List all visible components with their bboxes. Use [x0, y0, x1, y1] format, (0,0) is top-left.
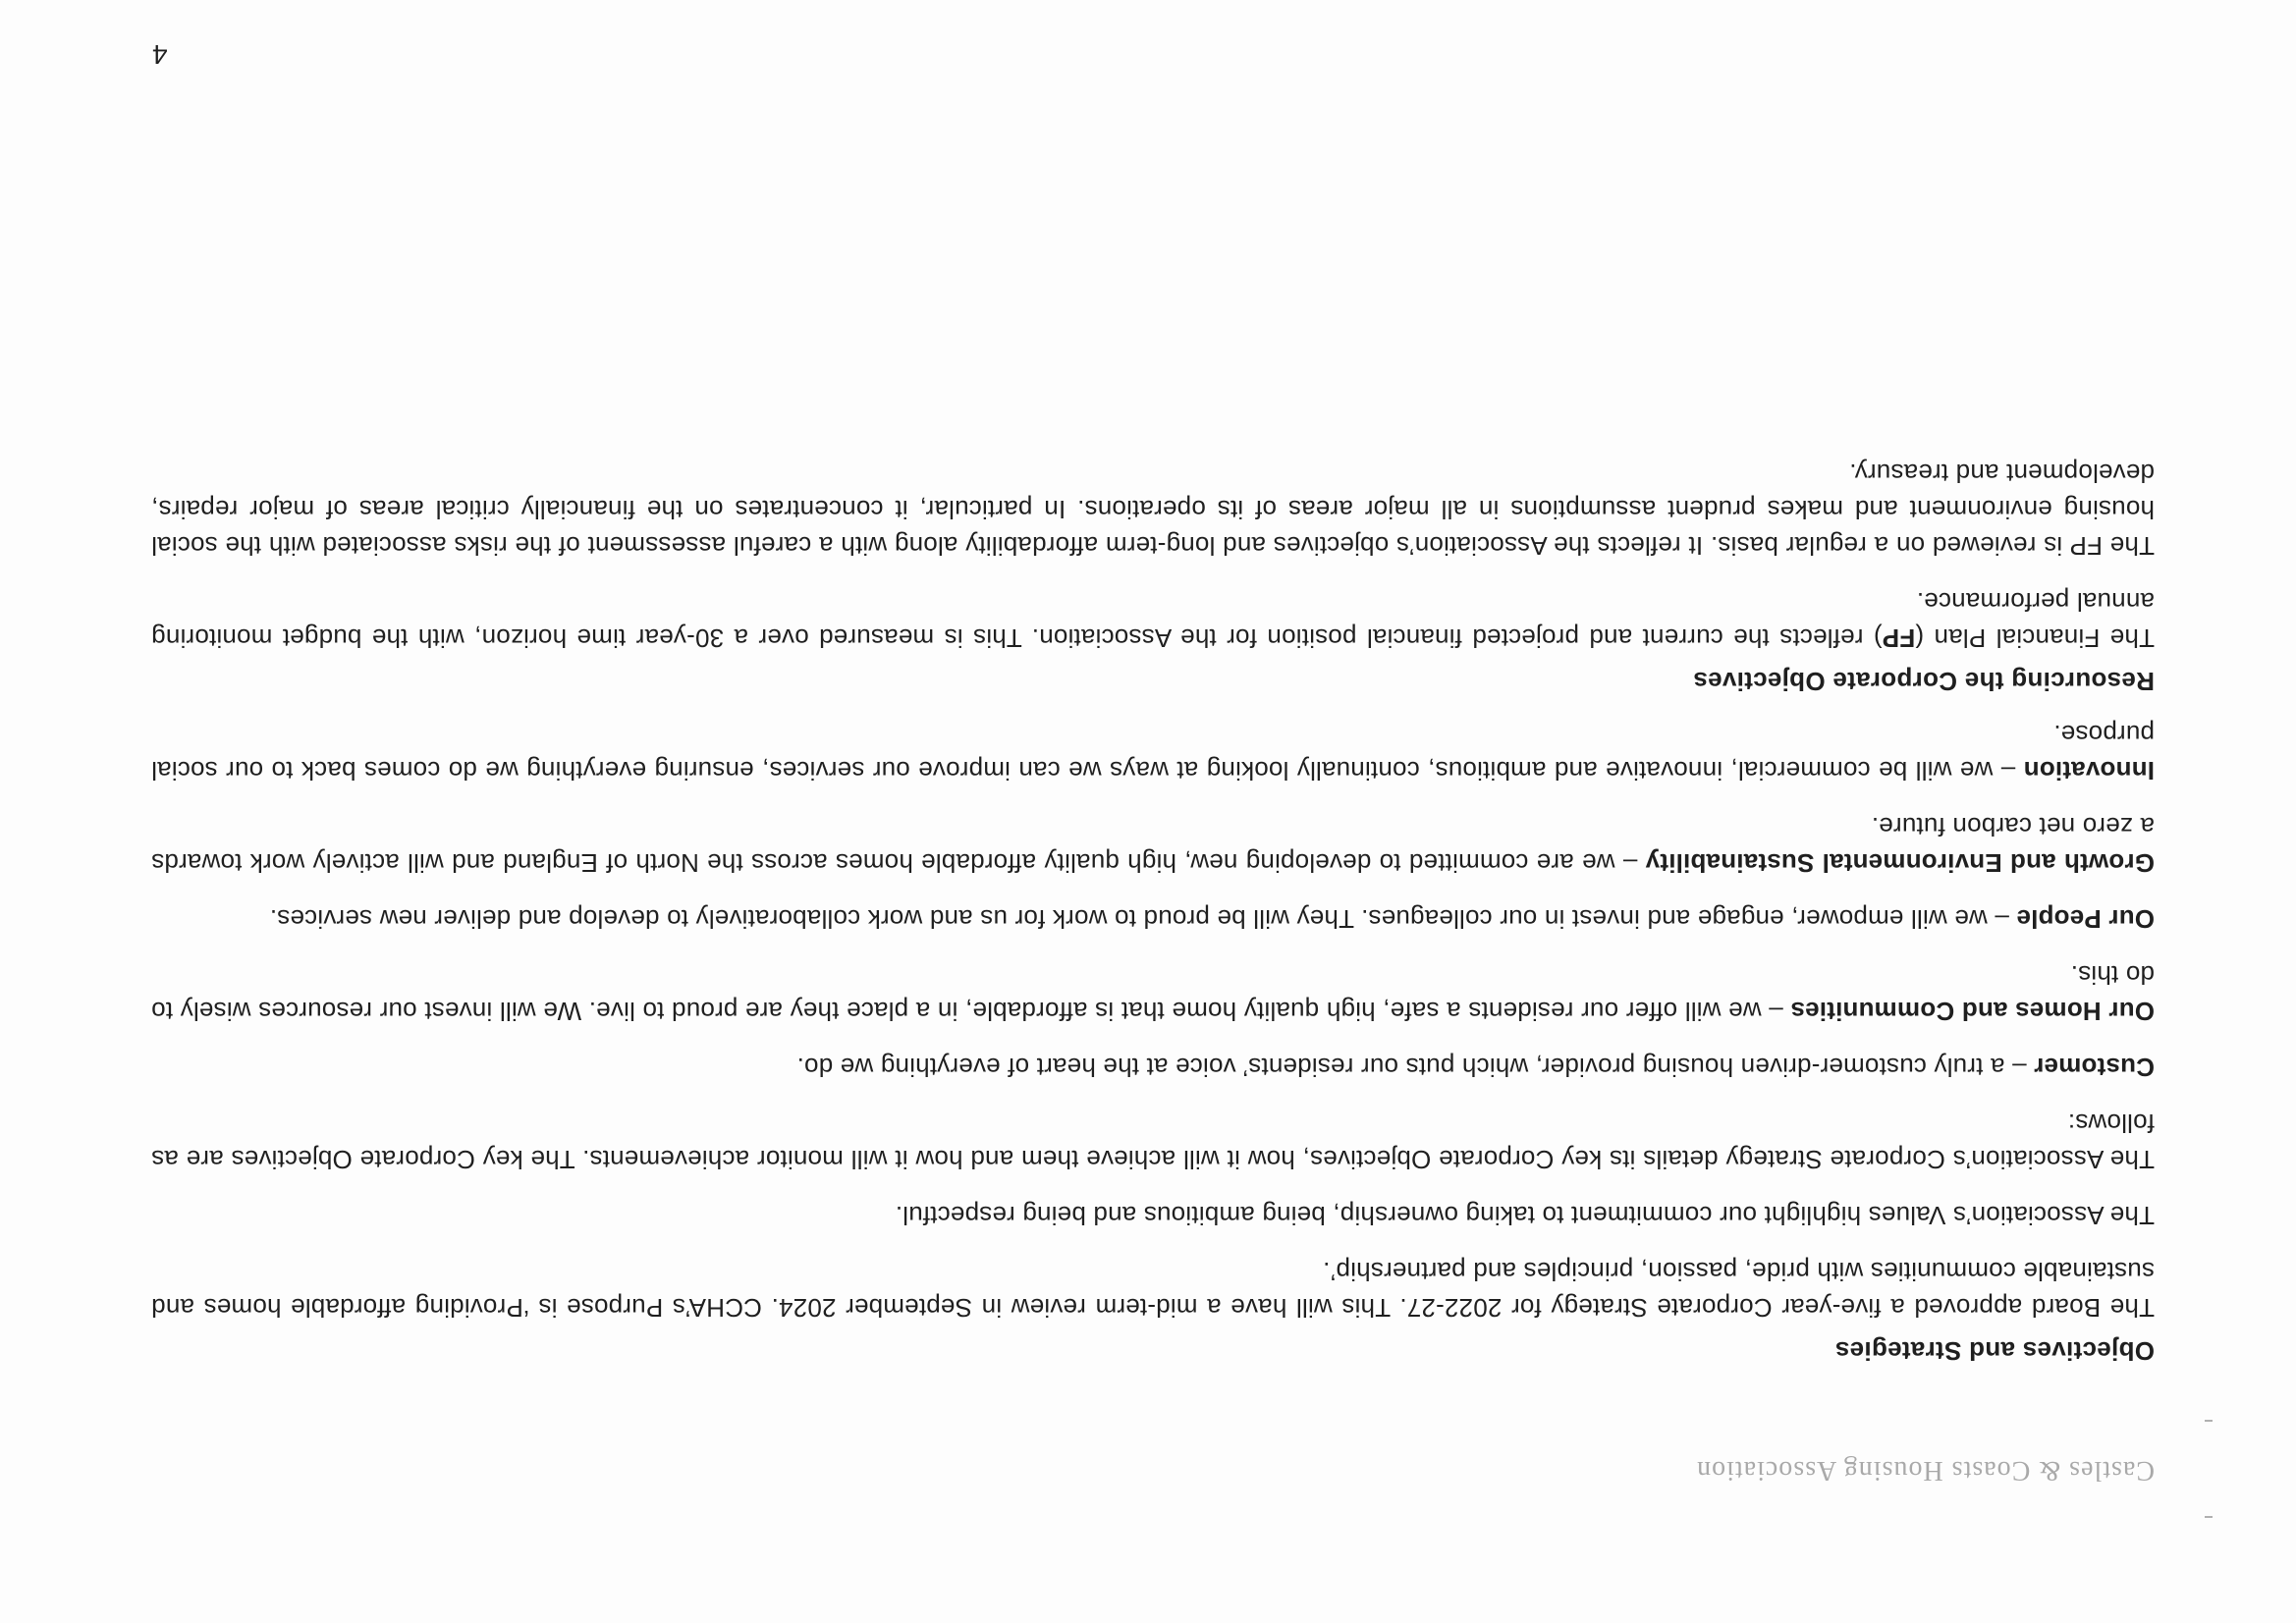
objective-text: – we will be commercial, innovative and ambitious, continually looking at ways we can improve our services, ensuring everything we do comes back to our social purpose. — [151, 720, 2155, 785]
objective-text: – we are committed to developing new, high quality affordable homes across the North of England and will actively work towards a zero net carbon future. — [150, 812, 2155, 878]
resourcing-heading: Resourcing the Corporate Objectives — [1693, 667, 2155, 696]
objective-item — [151, 716, 2155, 788]
margin-mark — [2205, 1420, 2213, 1422]
objective-item — [151, 1049, 2155, 1085]
page-number: 4 — [152, 39, 168, 70]
objective-title: Our Homes and Communities — [1790, 997, 2155, 1026]
objectives-heading: Objectives and Strategies — [1834, 1336, 2155, 1366]
objective-text: – we will offer our residents a safe, high quality home that is affordable, in a place they are proud to live. We will invest our resources wisely to do this. — [150, 960, 2155, 1026]
objectives-values: The Association’s Values highlight our commitment to taking ownership, being ambitious and being respectful. — [895, 1201, 2155, 1230]
objective-title: Our People — [2016, 904, 2155, 934]
organisation-header: Castles & Coasts Housing Association — [1696, 1455, 2155, 1486]
objective-item — [151, 900, 2155, 937]
document-body — [151, 435, 2155, 1366]
fp-text-end: ) reflects the current and projected financial position for the Association. This is measured over a 30-year time horizon, with the budget monitoring annual performance. — [151, 587, 2155, 653]
objective-text: – a truly customer-driven housing provider, which puts our residents’ voice at the heart of everything we do. — [796, 1053, 2035, 1082]
objective-title: Innovation — [2023, 756, 2155, 785]
resourcing-financial-plan — [151, 583, 2155, 656]
objective-item — [151, 956, 2155, 1029]
objectives-strategy: The Association’s Corporate Strategy details its key Corporate Objectives, how it will achieve them and how it will monitor achievements. The key Corporate Objectives are as follows: — [151, 1109, 2155, 1174]
objective-title: Customer — [2034, 1053, 2155, 1082]
objectives-intro: The Board approved a five-year Corporate Strategy for 2022-27. This will have a mid-term review in September 2024. CCHA’s Purpose is ‘Providing affordable homes and sustainable communities with pride, passion, principles and partnership’. — [151, 1257, 2155, 1323]
objective-title: Growth and Environmental Sustainability — [1645, 848, 2155, 878]
resourcing-review: The FP is reviewed on a regular basis. It reflects the Association’s objectives and long-term affordability along with a careful assessment of the risks associated with the social housing environment and makes prudent assumptions in all major areas of its operations. In particular, it concentrates on the financially critical areas of major repairs, development and treasury. — [151, 459, 2155, 561]
margin-mark — [2205, 1516, 2213, 1518]
fp-abbreviation: FP — [1882, 623, 1916, 653]
fp-text-start: The Financial Plan ( — [1915, 623, 2155, 653]
objective-text: – we will empower, engage and invest in our colleagues. They will be proud to work for us and work collaboratively to develop and deliver new services. — [269, 904, 2017, 934]
objective-item — [151, 808, 2155, 881]
